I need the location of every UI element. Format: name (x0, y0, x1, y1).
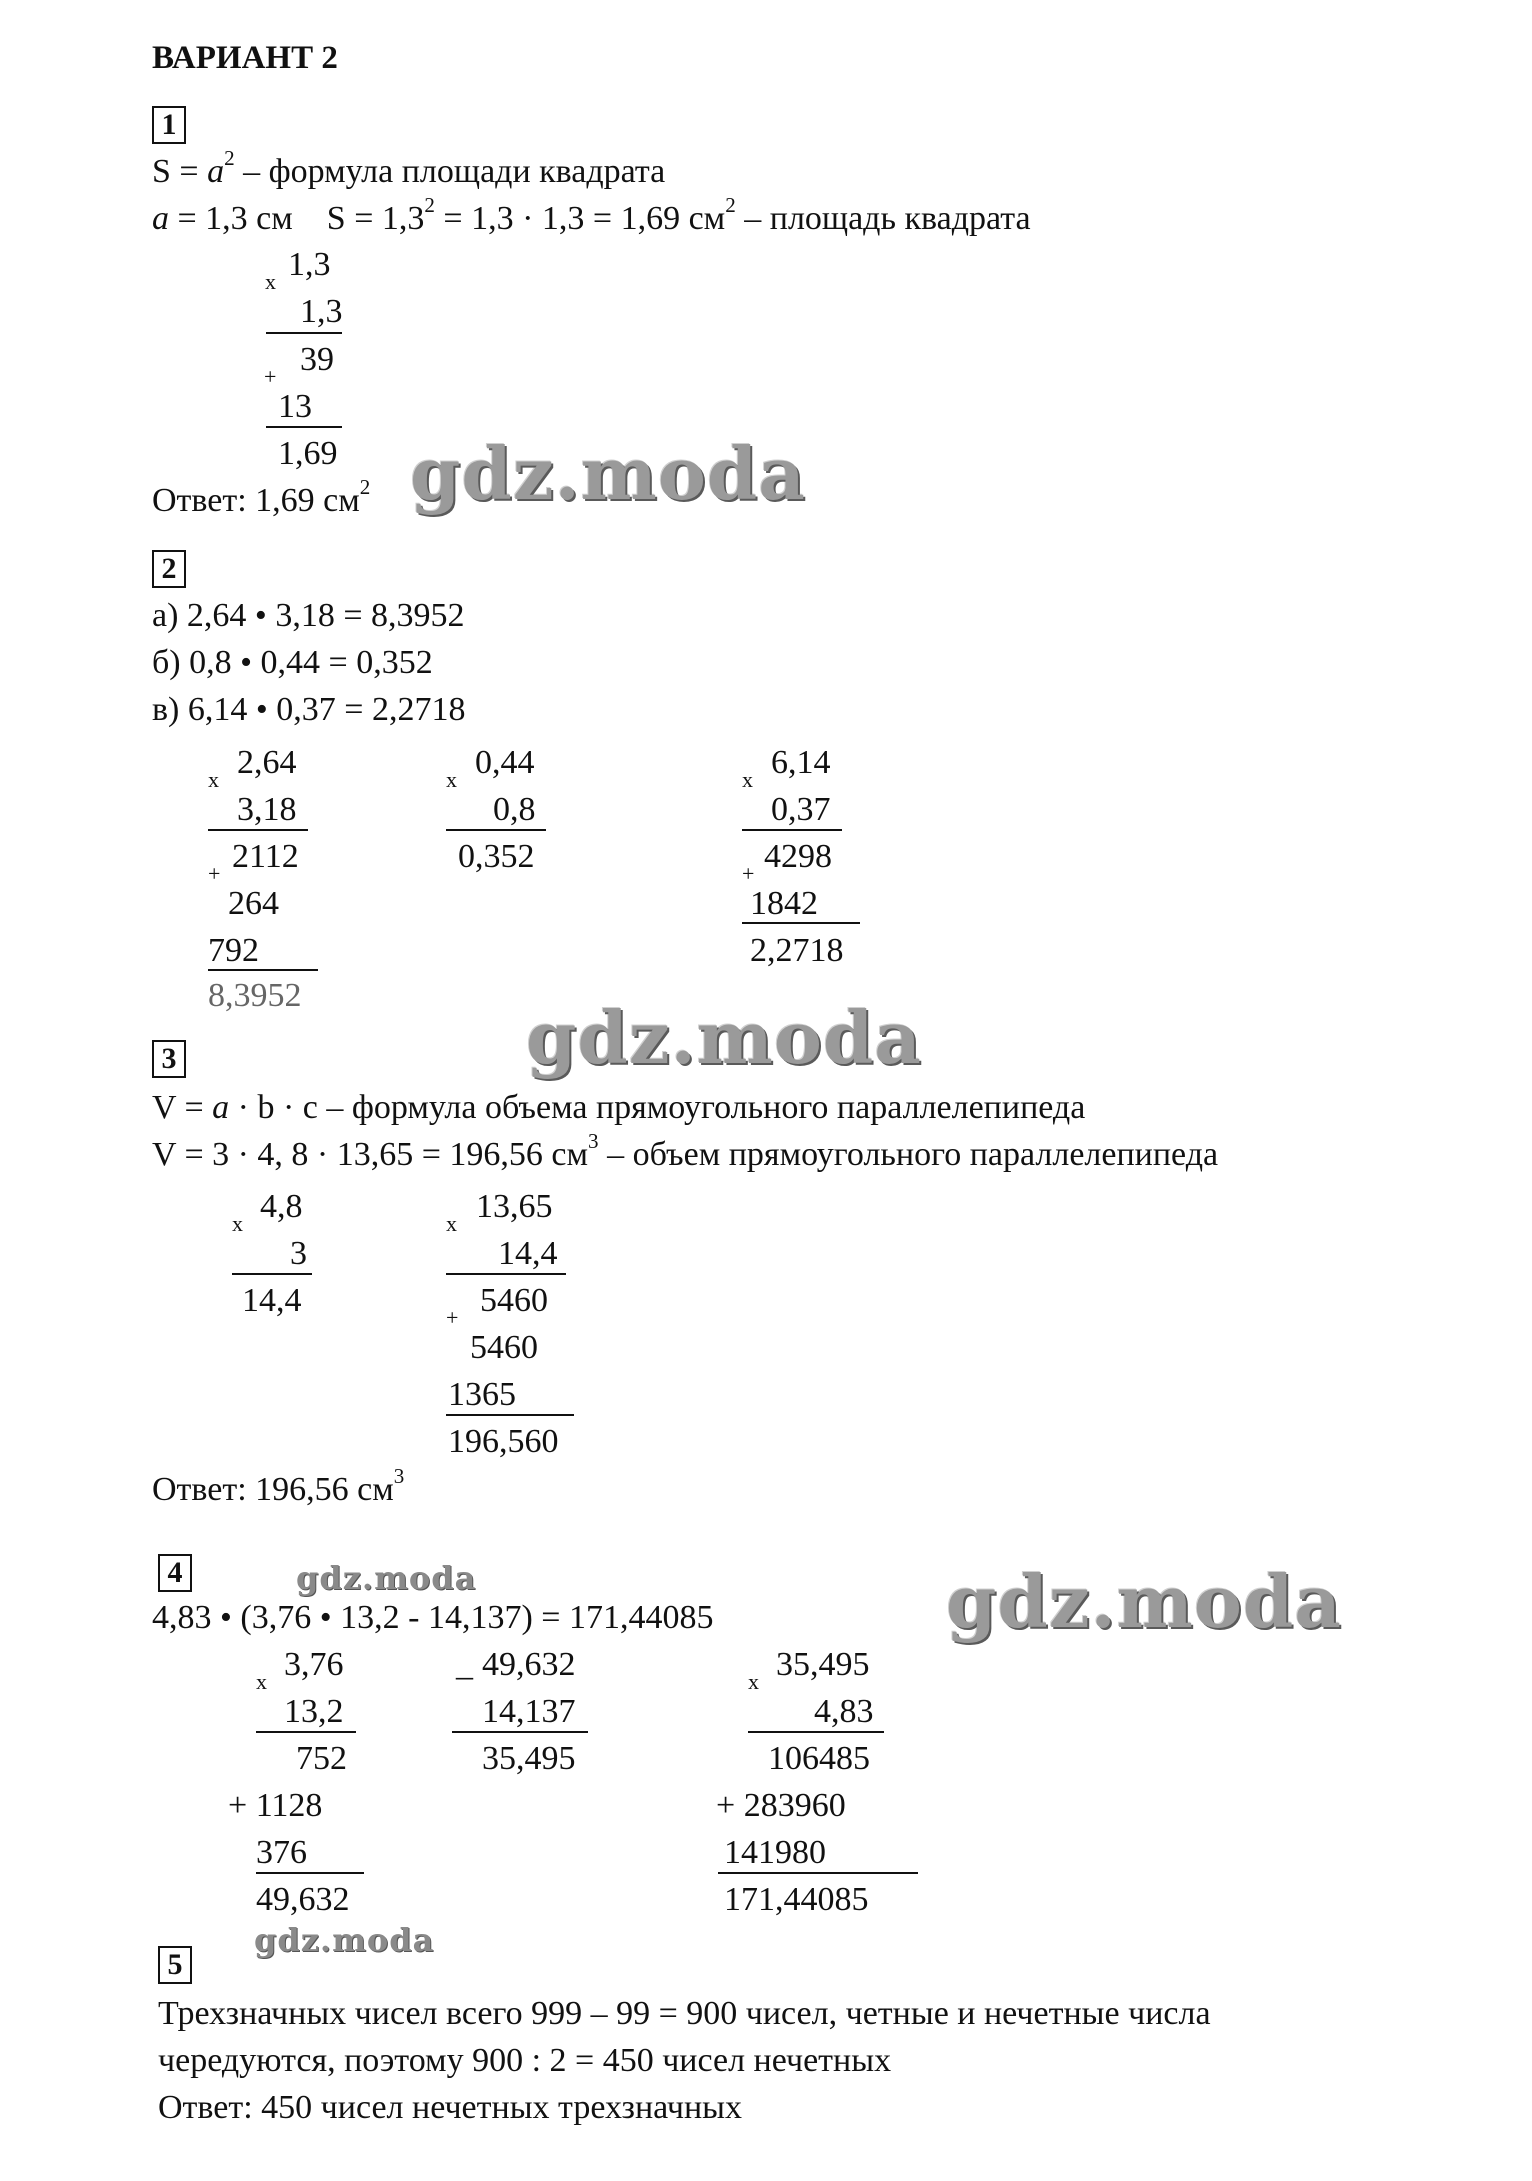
product-result: 14,4 (242, 1282, 302, 1319)
factor-a: 1,3 (288, 246, 331, 283)
partial-product: 106485 (768, 1740, 870, 1777)
watermark: gdz.moda (410, 431, 806, 516)
product-result: 49,632 (256, 1881, 350, 1918)
factor-a: 2,64 (237, 744, 297, 781)
task3-calculation: V = 3 · 4, 8 · 13,65 = 196,56 $см^3$ – объем прямоугольного параллелепипеда (152, 1129, 1219, 1173)
partial-product: + 1128 (228, 1787, 323, 1824)
factor-b: 3,18 (237, 791, 297, 828)
partial-product: 4298 (764, 838, 832, 875)
product-result: 1,69 (278, 435, 338, 472)
task-number-3: 3 (152, 1040, 186, 1078)
partial-product: 2112 (232, 838, 299, 875)
multiply-sign: x (232, 1211, 243, 1236)
plus-sign: + (264, 364, 277, 389)
product-result: 171,44085 (724, 1881, 869, 1918)
task1-calculation: a = 1,3 см $S = 1,3^2 = 1,3 \cdot 1,3 = 1,69$ $см^2$ – площадь квадрата (152, 193, 1031, 237)
factor-b: 4,83 (814, 1693, 874, 1730)
multiply-sign: x (742, 767, 753, 792)
multiply-sign: x (208, 767, 219, 792)
factor-a: 4,8 (260, 1188, 303, 1225)
factor-b: 14,4 (498, 1235, 558, 1272)
task-number-4: 4 (158, 1554, 192, 1592)
partial-product: 264 (228, 885, 279, 922)
multiply-sign: x (265, 269, 276, 294)
page-title: ВАРИАНТ 2 (152, 40, 338, 76)
factor-b: 3 (290, 1235, 307, 1272)
factor-a: 3,76 (284, 1646, 344, 1683)
partial-product: 5460 (470, 1329, 538, 1366)
partial-product: 5460 (480, 1282, 548, 1319)
partial-product: 13 (278, 388, 312, 425)
task-number-5: 5 (158, 1946, 192, 1984)
task5-answer: Ответ: 450 чисел нечетных трехзначных (158, 2089, 743, 2126)
task1-answer: Ответ: 1,69 $см^2$ (152, 475, 371, 519)
product-result: 8,3952 (208, 977, 302, 1014)
task5-line-1: Трехзначных чисел всего 999 – 99 = 900 чисел, четные и нечетные числа (158, 1995, 1211, 2032)
task3-formula: V = a · b · c – формула объема прямоугольного параллелепипеда (152, 1089, 1086, 1126)
task2-line-b: б) 0,8 • 0,44 = 0,352 (152, 644, 433, 681)
factor-a: 0,44 (475, 744, 535, 781)
minus-sign: _ (456, 1646, 473, 1683)
minuend: 49,632 (482, 1646, 576, 1683)
product-result: 196,560 (448, 1423, 559, 1460)
multiply-sign: x (446, 767, 457, 792)
factor-a: 13,65 (476, 1188, 553, 1225)
partial-product: 39 (300, 341, 334, 378)
partial-product: 376 (256, 1834, 307, 1871)
multiply-sign: x (256, 1669, 267, 1694)
partial-product: + 283960 (716, 1787, 846, 1824)
watermark: gdz.moda (946, 1559, 1342, 1644)
watermark: gdz.moda (296, 1559, 477, 1597)
partial-product: 1842 (750, 885, 818, 922)
partial-product: 1365 (448, 1376, 516, 1413)
factor-b: 1,3 (300, 293, 343, 330)
factor-a: 6,14 (771, 744, 831, 781)
partial-product: 141980 (724, 1834, 826, 1871)
watermark: gdz.moda (526, 995, 922, 1080)
task2-line-a: а) 2,64 • 3,18 = 8,3952 (152, 597, 465, 634)
task1-formula: $S = a^2$ – формула площади квадрата (152, 146, 666, 190)
task3-answer: Ответ: 196,56 $см^3$ (152, 1464, 405, 1508)
subtrahend: 14,137 (482, 1693, 576, 1730)
factor-b: 0,37 (771, 791, 831, 828)
watermark: gdz.moda (254, 1921, 435, 1959)
task4-expression: 4,83 • (3,76 • 13,2 - 14,137) = 171,44085 (152, 1599, 714, 1636)
task5-line-2: чередуются, поэтому 900 : 2 = 450 чисел нечетных (158, 2042, 892, 2079)
plus-sign: + (742, 861, 755, 886)
multiply-sign: x (446, 1211, 457, 1236)
difference-result: 35,495 (482, 1740, 576, 1777)
plus-sign: + (208, 861, 221, 886)
factor-a: 35,495 (776, 1646, 870, 1683)
product-result: 0,352 (458, 838, 535, 875)
partial-product: 792 (208, 932, 259, 969)
task-number-2: 2 (152, 550, 186, 588)
factor-b: 0,8 (493, 791, 536, 828)
task-number-1: 1 (152, 106, 186, 144)
partial-product: 752 (296, 1740, 347, 1777)
task2-line-c: в) 6,14 • 0,37 = 2,2718 (152, 691, 466, 728)
factor-b: 13,2 (284, 1693, 344, 1730)
multiply-sign: x (748, 1669, 759, 1694)
product-result: 2,2718 (750, 932, 844, 969)
plus-sign: + (446, 1305, 459, 1330)
